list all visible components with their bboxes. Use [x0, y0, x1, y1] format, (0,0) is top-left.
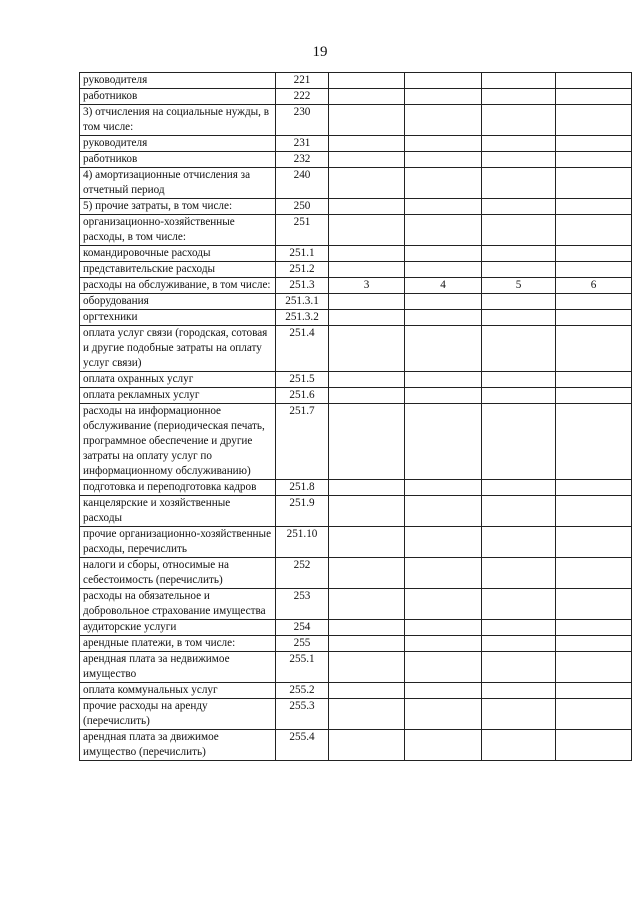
- value-cell-2: [405, 372, 482, 388]
- row-name-cell: 3) отчисления на социальные нужды, в том числе:: [80, 105, 276, 136]
- value-cell-2: [405, 294, 482, 310]
- row-code-cell: 251: [276, 215, 329, 246]
- row-code-cell: 230: [276, 105, 329, 136]
- row-code-cell: 231: [276, 136, 329, 152]
- value-cell-1: [329, 527, 405, 558]
- value-cell-3: 5: [482, 278, 556, 294]
- value-cell-3: [482, 699, 556, 730]
- row-name-cell: прочие расходы на аренду (перечислить): [80, 699, 276, 730]
- value-cell-1: [329, 404, 405, 480]
- value-cell-4: [556, 699, 632, 730]
- value-cell-3: [482, 620, 556, 636]
- value-cell-2: [405, 388, 482, 404]
- value-cell-2: [405, 246, 482, 262]
- table-row: [80, 480, 632, 496]
- value-cell-1: [329, 168, 405, 199]
- value-cell-4: [556, 168, 632, 199]
- value-cell-1: [329, 699, 405, 730]
- value-cell-1: [329, 326, 405, 372]
- value-cell-1: [329, 199, 405, 215]
- table-body: [80, 73, 632, 761]
- value-cell-4: [556, 215, 632, 246]
- table-row: [80, 310, 632, 326]
- row-code-cell: 253: [276, 589, 329, 620]
- row-name-cell: арендная плата за недвижимое имущество: [80, 652, 276, 683]
- value-cell-2: [405, 199, 482, 215]
- table-row: [80, 246, 632, 262]
- value-cell-3: [482, 404, 556, 480]
- table-row: [80, 652, 632, 683]
- value-cell-1: [329, 73, 405, 89]
- value-cell-2: [405, 636, 482, 652]
- table-row: [80, 89, 632, 105]
- row-code-cell: 251.3: [276, 278, 329, 294]
- value-cell-3: [482, 636, 556, 652]
- table-row: [80, 262, 632, 278]
- row-name-cell: оборудования: [80, 294, 276, 310]
- value-cell-3: [482, 589, 556, 620]
- value-cell-2: [405, 404, 482, 480]
- row-code-cell: 251.5: [276, 372, 329, 388]
- table-row: [80, 496, 632, 527]
- value-cell-3: [482, 199, 556, 215]
- value-cell-4: [556, 246, 632, 262]
- table-row: [80, 636, 632, 652]
- row-name-cell: 4) амортизационные отчисления за отчетный период: [80, 168, 276, 199]
- row-name-cell: оплата охранных услуг: [80, 372, 276, 388]
- row-code-cell: 222: [276, 89, 329, 105]
- value-cell-4: 6: [556, 278, 632, 294]
- value-cell-4: [556, 262, 632, 278]
- row-name-cell: подготовка и переподготовка кадров: [80, 480, 276, 496]
- value-cell-3: [482, 246, 556, 262]
- value-cell-1: [329, 215, 405, 246]
- table-row: [80, 683, 632, 699]
- row-code-cell: 251.1: [276, 246, 329, 262]
- row-code-cell: 255.1: [276, 652, 329, 683]
- value-cell-2: [405, 730, 482, 761]
- row-code-cell: 221: [276, 73, 329, 89]
- value-cell-1: [329, 294, 405, 310]
- row-code-cell: 232: [276, 152, 329, 168]
- value-cell-2: [405, 620, 482, 636]
- value-cell-2: [405, 496, 482, 527]
- value-cell-4: [556, 105, 632, 136]
- table-row: [80, 326, 632, 372]
- value-cell-1: [329, 105, 405, 136]
- value-cell-1: [329, 136, 405, 152]
- row-code-cell: 240: [276, 168, 329, 199]
- value-cell-2: [405, 152, 482, 168]
- row-name-cell: расходы на обязательное и добровольное страхование имущества: [80, 589, 276, 620]
- value-cell-4: [556, 636, 632, 652]
- value-cell-3: [482, 683, 556, 699]
- value-cell-2: [405, 558, 482, 589]
- value-cell-3: [482, 527, 556, 558]
- value-cell-3: [482, 215, 556, 246]
- value-cell-2: [405, 89, 482, 105]
- row-code-cell: 250: [276, 199, 329, 215]
- row-code-cell: 255.4: [276, 730, 329, 761]
- table-row: [80, 527, 632, 558]
- value-cell-2: [405, 105, 482, 136]
- table-row: [80, 589, 632, 620]
- value-cell-4: [556, 496, 632, 527]
- row-code-cell: 252: [276, 558, 329, 589]
- row-code-cell: 251.3.2: [276, 310, 329, 326]
- row-name-cell: организационно-хозяйственные расходы, в том числе:: [80, 215, 276, 246]
- table-row: [80, 620, 632, 636]
- value-cell-1: [329, 652, 405, 683]
- table-row: [80, 294, 632, 310]
- value-cell-3: [482, 652, 556, 683]
- value-cell-1: 3: [329, 278, 405, 294]
- expense-table: [79, 72, 632, 761]
- value-cell-1: [329, 89, 405, 105]
- table-row: [80, 136, 632, 152]
- table-row: [80, 168, 632, 199]
- value-cell-1: [329, 152, 405, 168]
- value-cell-2: [405, 683, 482, 699]
- table-row: [80, 404, 632, 480]
- value-cell-2: [405, 215, 482, 246]
- value-cell-2: [405, 589, 482, 620]
- value-cell-1: [329, 246, 405, 262]
- value-cell-3: [482, 105, 556, 136]
- row-code-cell: 255.3: [276, 699, 329, 730]
- value-cell-4: [556, 388, 632, 404]
- row-name-cell: арендная плата за движимое имущество (перечислить): [80, 730, 276, 761]
- value-cell-3: [482, 152, 556, 168]
- value-cell-4: [556, 589, 632, 620]
- value-cell-3: [482, 73, 556, 89]
- value-cell-2: [405, 136, 482, 152]
- row-name-cell: 5) прочие затраты, в том числе:: [80, 199, 276, 215]
- row-code-cell: 251.7: [276, 404, 329, 480]
- table-row: [80, 105, 632, 136]
- row-name-cell: командировочные расходы: [80, 246, 276, 262]
- row-code-cell: 251.8: [276, 480, 329, 496]
- value-cell-3: [482, 480, 556, 496]
- row-code-cell: 251.10: [276, 527, 329, 558]
- row-code-cell: 251.2: [276, 262, 329, 278]
- value-cell-4: [556, 558, 632, 589]
- value-cell-4: [556, 480, 632, 496]
- table-row: [80, 388, 632, 404]
- value-cell-3: [482, 388, 556, 404]
- value-cell-4: [556, 294, 632, 310]
- value-cell-4: [556, 372, 632, 388]
- value-cell-2: [405, 527, 482, 558]
- value-cell-3: [482, 262, 556, 278]
- row-name-cell: аудиторские услуги: [80, 620, 276, 636]
- value-cell-4: [556, 89, 632, 105]
- value-cell-1: [329, 496, 405, 527]
- row-code-cell: 255.2: [276, 683, 329, 699]
- value-cell-1: [329, 558, 405, 589]
- table-row: [80, 730, 632, 761]
- page-number: 19: [312, 44, 328, 60]
- value-cell-4: [556, 136, 632, 152]
- value-cell-2: [405, 326, 482, 372]
- value-cell-2: [405, 652, 482, 683]
- value-cell-3: [482, 326, 556, 372]
- value-cell-3: [482, 730, 556, 761]
- value-cell-1: [329, 388, 405, 404]
- value-cell-2: [405, 699, 482, 730]
- value-cell-2: [405, 480, 482, 496]
- value-cell-1: [329, 480, 405, 496]
- row-name-cell: работников: [80, 152, 276, 168]
- value-cell-2: [405, 168, 482, 199]
- table-row: [80, 73, 632, 89]
- value-cell-1: [329, 730, 405, 761]
- value-cell-4: [556, 73, 632, 89]
- row-code-cell: 251.6: [276, 388, 329, 404]
- value-cell-3: [482, 294, 556, 310]
- value-cell-4: [556, 404, 632, 480]
- value-cell-1: [329, 262, 405, 278]
- value-cell-2: 4: [405, 278, 482, 294]
- table-row: [80, 699, 632, 730]
- value-cell-3: [482, 136, 556, 152]
- value-cell-3: [482, 310, 556, 326]
- value-cell-1: [329, 636, 405, 652]
- value-cell-3: [482, 558, 556, 589]
- row-name-cell: оплата рекламных услуг: [80, 388, 276, 404]
- table-row: [80, 278, 632, 294]
- value-cell-4: [556, 683, 632, 699]
- value-cell-1: [329, 589, 405, 620]
- row-name-cell: оплата услуг связи (городская, сотовая и другие подобные затраты на оплату услуг связи): [80, 326, 276, 372]
- value-cell-4: [556, 730, 632, 761]
- row-code-cell: 254: [276, 620, 329, 636]
- row-name-cell: налоги и сборы, относимые на себестоимость (перечислить): [80, 558, 276, 589]
- row-code-cell: 251.4: [276, 326, 329, 372]
- row-name-cell: канцелярские и хозяйственные расходы: [80, 496, 276, 527]
- value-cell-3: [482, 168, 556, 199]
- row-name-cell: работников: [80, 89, 276, 105]
- table-row: [80, 558, 632, 589]
- table-row: [80, 152, 632, 168]
- value-cell-2: [405, 310, 482, 326]
- value-cell-2: [405, 73, 482, 89]
- row-name-cell: руководителя: [80, 73, 276, 89]
- row-name-cell: расходы на информационное обслуживание (периодическая печать, программное обеспечение и другие затраты на оплату услуг по информационному обслуживанию): [80, 404, 276, 480]
- row-code-cell: 255: [276, 636, 329, 652]
- value-cell-1: [329, 310, 405, 326]
- value-cell-3: [482, 496, 556, 527]
- table-row: [80, 199, 632, 215]
- value-cell-4: [556, 652, 632, 683]
- value-cell-3: [482, 372, 556, 388]
- row-code-cell: 251.9: [276, 496, 329, 527]
- value-cell-4: [556, 199, 632, 215]
- table-row: [80, 215, 632, 246]
- value-cell-2: [405, 262, 482, 278]
- value-cell-3: [482, 89, 556, 105]
- value-cell-4: [556, 326, 632, 372]
- value-cell-1: [329, 372, 405, 388]
- row-name-cell: оргтехники: [80, 310, 276, 326]
- row-name-cell: руководителя: [80, 136, 276, 152]
- table-row: [80, 372, 632, 388]
- value-cell-1: [329, 620, 405, 636]
- value-cell-4: [556, 152, 632, 168]
- row-name-cell: арендные платежи, в том числе:: [80, 636, 276, 652]
- value-cell-1: [329, 683, 405, 699]
- row-name-cell: оплата коммунальных услуг: [80, 683, 276, 699]
- row-code-cell: 251.3.1: [276, 294, 329, 310]
- value-cell-4: [556, 620, 632, 636]
- row-name-cell: расходы на обслуживание, в том числе:: [80, 278, 276, 294]
- value-cell-4: [556, 527, 632, 558]
- row-name-cell: прочие организационно-хозяйственные расходы, перечислить: [80, 527, 276, 558]
- row-name-cell: представительские расходы: [80, 262, 276, 278]
- value-cell-4: [556, 310, 632, 326]
